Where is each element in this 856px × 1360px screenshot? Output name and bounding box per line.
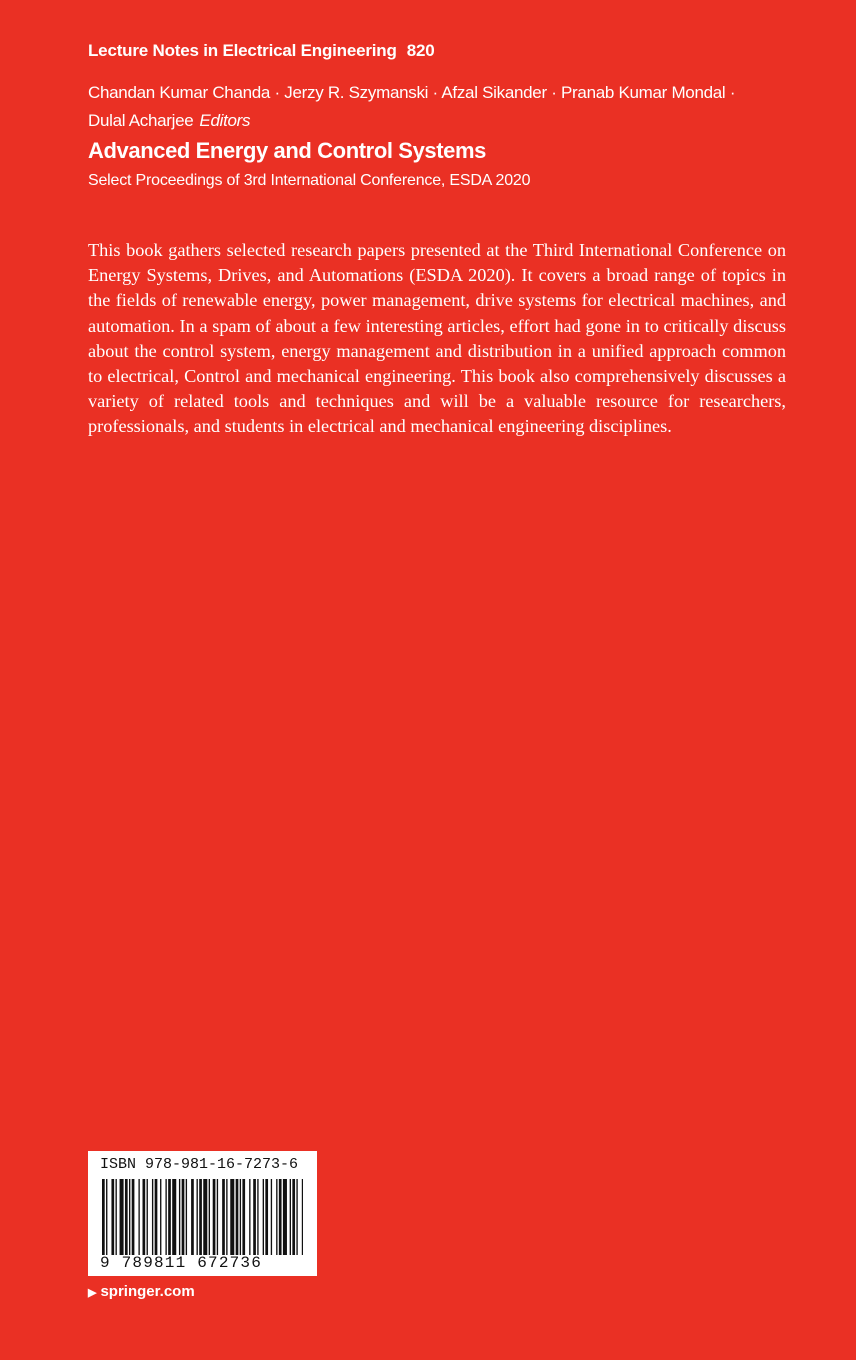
series-line [88, 41, 434, 61]
barcode-bar [186, 1179, 187, 1255]
barcode-bar [283, 1179, 287, 1255]
barcode-bar [155, 1179, 158, 1255]
barcode-bar [116, 1179, 117, 1255]
barcode-bar [172, 1179, 176, 1255]
barcode-bar [257, 1179, 258, 1255]
barcode-bar [302, 1179, 303, 1255]
barcode-bar [217, 1179, 218, 1255]
barcode-bar [253, 1179, 256, 1255]
barcode-bar [102, 1179, 105, 1255]
barcode-bar [276, 1179, 277, 1255]
series-name: Lecture Notes in Electrical Engineering [88, 41, 397, 60]
editors-block [88, 79, 788, 135]
barcode-bar [296, 1179, 297, 1255]
publisher-website[interactable] [88, 1283, 195, 1300]
barcode-digits: 9 789811 672736 [100, 1254, 263, 1272]
arrow-right-icon: ▶ [88, 1287, 97, 1299]
barcode-bar [222, 1179, 225, 1255]
barcode-bar [226, 1179, 227, 1255]
isbn-label: ISBN 978-981-16-7273-6 [100, 1156, 299, 1173]
barcode-bar [168, 1179, 171, 1255]
editors-role: Editors [199, 111, 251, 130]
barcode-bar [213, 1179, 216, 1255]
barcode-bar [279, 1179, 282, 1255]
barcode-bar [182, 1179, 185, 1255]
barcode-bar [230, 1179, 234, 1255]
barcode-bar [263, 1179, 264, 1255]
barcode-bar [179, 1179, 180, 1255]
barcode-bar [129, 1179, 130, 1255]
barcode-bar [160, 1179, 161, 1255]
barcode-bar [191, 1179, 194, 1255]
barcode-bar [199, 1179, 202, 1255]
barcode-bar [106, 1179, 107, 1255]
barcode-bar [147, 1179, 148, 1255]
barcode-bar [203, 1179, 207, 1255]
barcode-bar [111, 1179, 114, 1255]
editor-name-last: Dulal Acharjee [88, 111, 194, 130]
barcode-bar [125, 1179, 128, 1255]
barcode-bar [197, 1179, 198, 1255]
barcode-bar [242, 1179, 245, 1255]
barcode-bar [143, 1179, 146, 1255]
barcode-bar [165, 1179, 166, 1255]
barcode-bar [240, 1179, 241, 1255]
barcode-bar [292, 1179, 295, 1255]
barcode-bar [152, 1179, 153, 1255]
barcode-bar [271, 1179, 272, 1255]
barcode-bar [209, 1179, 210, 1255]
barcode-bar [120, 1179, 124, 1255]
website-link[interactable]: springer.com [100, 1283, 195, 1300]
barcode-bar [236, 1179, 239, 1255]
barcode-bar [132, 1179, 135, 1255]
barcode-bars [100, 1179, 305, 1255]
barcode-bar [138, 1179, 139, 1255]
editors-line-1: Chandan Kumar Chanda · Jerzy R. Szymanski · Afzal Sikander · Pranab Kumar Mondal · [88, 83, 736, 102]
barcode-bar [249, 1179, 250, 1255]
series-volume: 820 [406, 41, 435, 60]
editors-line-2 [88, 107, 788, 135]
book-title: Advanced Energy and Control Systems [88, 138, 486, 163]
book-description: This book gathers selected research papers presented at the Third International Conference on Energy Systems, Drives, and Automations (ESDA 2020). It covers a broad range of topics in the fields of renewable energy, power management, drive systems for electrical machines, and automation. In a spam of about a few interesting articles, effort had gone in to critically discuss about the control system, energy management and distribution in a unified approach common to electrical, Control and mechanical engineering. This book also comprehensively discusses a variety of related tools and techniques and will be a valuable resource for researchers, professionals, and students in electrical and mechanical engineering disciplines. [88, 240, 786, 437]
book-subtitle: Select Proceedings of 3rd International Conference, ESDA 2020 [88, 172, 531, 189]
isbn-barcode [88, 1151, 317, 1276]
barcode-bar [290, 1179, 291, 1255]
barcode-bar [265, 1179, 268, 1255]
